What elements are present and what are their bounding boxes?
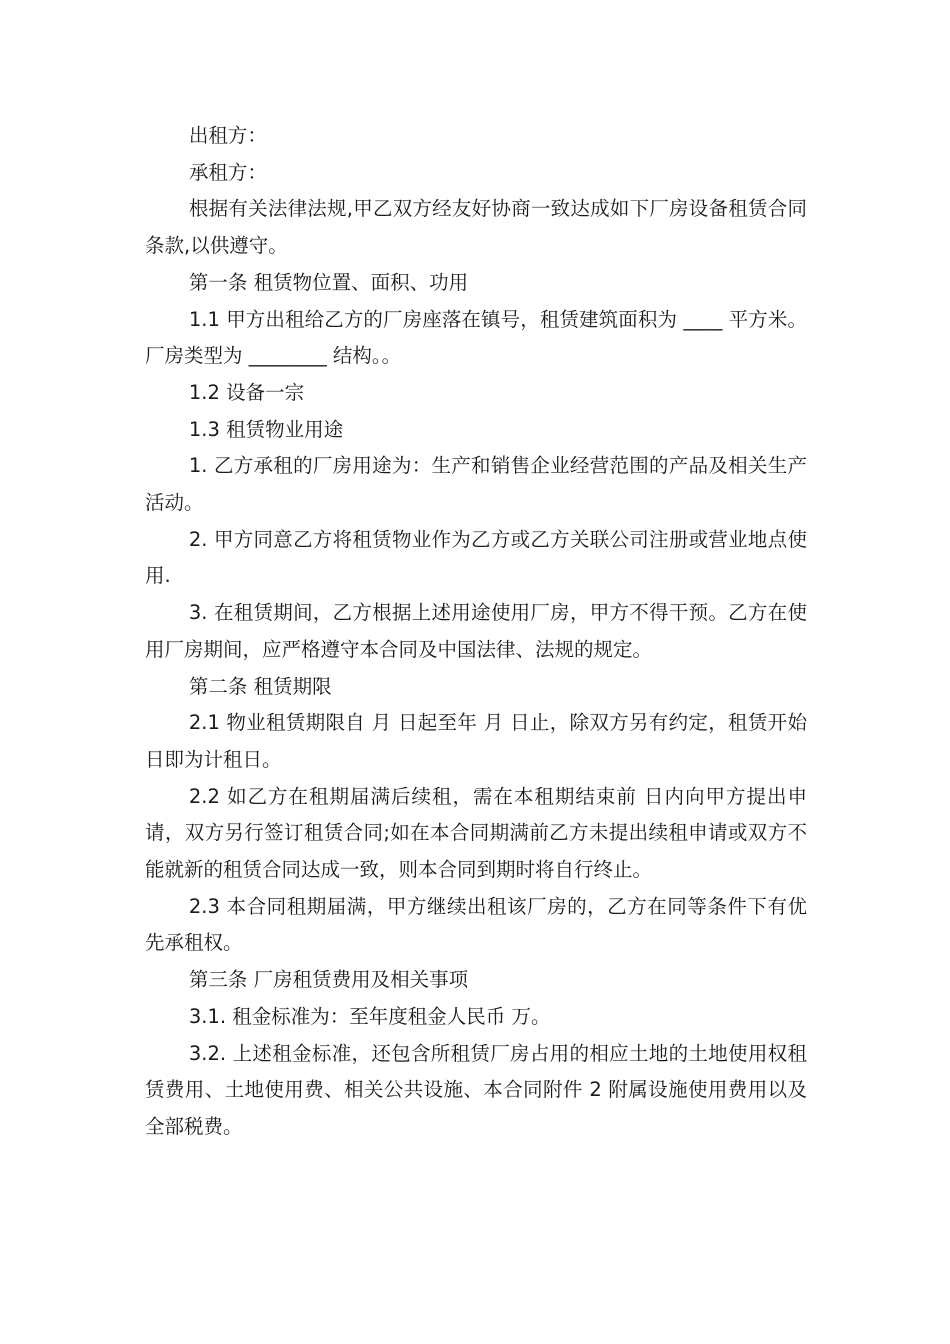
clause-1-1: 1.1 甲方出租给乙方的厂房座落在镇号，租赁建筑面积为 ____ 平方米。厂房类型为 ________ 结构。。 [145, 307, 807, 368]
clause-2-2: 2.2 如乙方在租期届满后续租，需在本租期结束前 日内向甲方提出申请，双方另行签订租赁合同;如在本合同期满前乙方未提出续租申请或双方不能就新的租赁合同达成一致，则本合同到期时将自行终止。 [145, 784, 807, 882]
clause-1-2: 1.2 设备一宗 [188, 380, 305, 404]
clause-3-1: 3.1. 租金标准为：至年度租金人民币 万。 [188, 1004, 551, 1028]
clause-1-3: 1.3 租赁物业用途 [188, 417, 344, 441]
clause-1-3-item-3: 3. 在租赁期间，乙方根据上述用途使用厂房，甲方不得干预。乙方在使用厂房期间，应严格遵守本合同及中国法律、法规的规定。 [145, 601, 807, 661]
clause-1-3-item-2: 2. 甲方同意乙方将租赁物业作为乙方或乙方关联公司注册或营业地点使用. [145, 527, 807, 588]
clause-2-3: 2.3 本合同租期届满，甲方继续出租该厂房的，乙方在同等条件下有优先承租权。 [145, 894, 807, 955]
article-1-heading: 第一条 租赁物位置、面积、功用 [188, 270, 469, 294]
preamble-paragraph: 根据有关法律法规,甲乙双方经友好协商一致达成如下厂房设备租赁合同条款,以供遵守。 [145, 197, 807, 258]
contract-body [145, 118, 807, 1146]
clause-2-1: 2.1 物业租赁期限自 月 日起至年 月 日止，除双方另有约定，租赁开始日即为计租日。 [145, 711, 807, 771]
lessor-line: 出租方： [188, 124, 267, 147]
article-2-heading: 第二条 租赁期限 [188, 674, 332, 698]
clause-1-3-item-1: 1. 乙方承租的厂房用途为：生产和销售企业经营范围的产品及相关生产活动。 [145, 454, 807, 515]
article-3-heading: 第三条 厂房租赁费用及相关事项 [188, 968, 469, 992]
clause-3-2: 3.2. 上述租金标准，还包含所租赁厂房占用的相应土地的土地使用权租赁费用、土地使用费、相关公共设施、本合同附件 2 附属设施使用费用以及全部税费。 [145, 1041, 807, 1138]
lessee-line: 承租方： [188, 160, 267, 184]
